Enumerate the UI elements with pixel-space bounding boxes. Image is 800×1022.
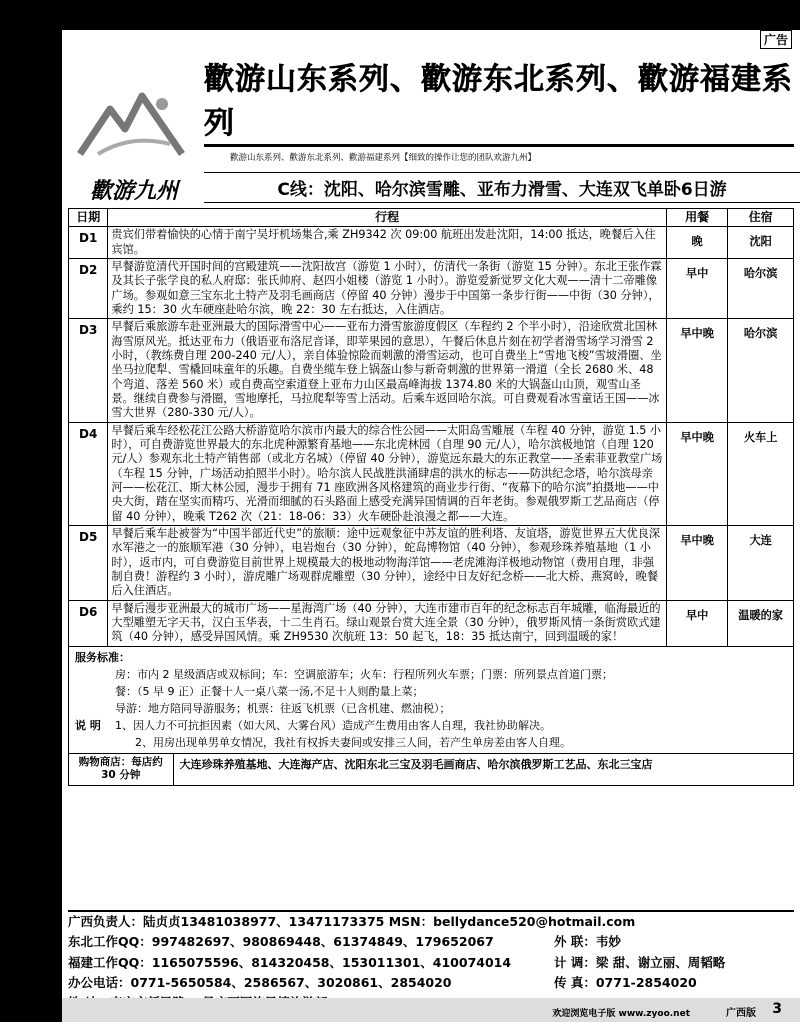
day-meals: 晚: [666, 227, 727, 259]
day-label: D5: [69, 525, 108, 600]
day-description: 早餐游览清代开国时间的宫殿建筑——沈阳故宫（游览 1 小时），仿清代一条街（游览 15 分钟）。东北王张作霖及其长子张学良的私人府邸：张氏帅府、赵四小姐楼（游览 1 小时）。游览爱新觉罗文化大观——清十二帝雕像广场。参观如意三宝东北土特产及羽毛画商店（停留 40 分钟）漫步于中国第一条步行街——中街（30 分钟），乘约 15：30 火车硬座赴哈尔滨，晚 22：30 左右抵达，入住酒店。: [108, 259, 667, 319]
day-lodging: 哈尔滨: [728, 319, 794, 422]
table-row: [69, 422, 794, 525]
day-lodging: 温暖的家: [728, 600, 794, 646]
note-line: 2、用房出现单男单女情况，我社有权拆夫妻间或安排三人间，若产生单房差由客人自理。: [135, 735, 571, 749]
day-description: 早餐后乘车赴被誉为“中国半部近代史”的旅顺：途中远观象征中苏友谊的胜利塔、友谊塔，游览世界五大优良深水军港之一的旅顺军港（30 分钟），电岩炮台（30 分钟），蛇岛博物馆（40 分钟），参观珍珠养殖基地（1 小时），返市内，可自费游览目前世界上规模最大的极地动物海洋馆——老虎滩海洋极地动物馆（费用自理，非强制自费！游程约 3 小时），游虎雕广场观群虎雕塑（30 分钟），途经中日友好纪念桥——北大桥、燕窝岭，晚餐后入住酒店。: [108, 525, 667, 600]
contact-right: 传 真：0771-2854020: [554, 974, 697, 990]
contact-row: [68, 912, 794, 932]
contact-right: 计 调：梁 甜、谢立丽、周韬略: [554, 954, 726, 970]
day-description: 早餐后乘车经松花江公路大桥游览哈尔滨市内最大的综合性公园——太阳岛雪雕展（车程 40 分钟，游览 1.5 小时），可自费游览世界最大的东北虎种源繁育基地——东北虎林园（自理 90 元/人），哈尔滨极地馆（自理 120 元/人）参观东北土特产销售部（或北方名城）（停留 40 分钟），游览远东最大的东正教堂——圣索菲亚教堂广场（车程 15 分钟，广场活动拍照半小时）。哈尔滨人民战胜洪涌肆虐的洪水的标志——防洪纪念塔，哈尔滨母亲河——松花江、斯大林公园，漫步于拥有 71 座欧洲各风格建筑的商业步行街、“夜幕下的哈尔滨”拍摄地——中央大街，踏在坚实而精巧、光滑而细腻的石头路面上感受充满异国情调的百年老街。参观俄罗斯工艺品商店（停留 40 分钟），晚乘 T262 次（21：18-06：33）火车硬卧赴浪漫之都——大连。: [108, 422, 667, 525]
header: [62, 48, 800, 203]
mountain-logo-icon: [70, 74, 198, 174]
day-meals: 早中: [666, 259, 727, 319]
table-row: [69, 600, 794, 646]
note-label: 说 明: [75, 718, 101, 732]
logo-text: 歡游九州: [89, 178, 178, 204]
day-description: 早餐后漫步亚洲最大的城市广场——星海湾广场（40 分钟），大连市建市百年的纪念标志百年城雕，临海最近的大型雕塑无字天书，汉白玉华表，十二生肖石。绿山观景台赏大连全景（30 分钟），俄罗斯风情一条街赏欧式建筑（40 分钟），感受异国风情。乘 ZH9530 次航班 13：50 起飞，18：35 抵达南宁，回到温暖的家！: [108, 600, 667, 646]
day-lodging: 火车上: [728, 422, 794, 525]
col-meals: 用餐: [666, 209, 727, 227]
day-description: 早餐后乘旅游车赴亚洲最大的国际滑雪中心——亚布力滑雪旅游度假区（车程约 2 个半小时），沿途欣赏北国林海雪原风光。抵达亚布力（俄语亚布洛尼音译，即苹果园的意思），午餐后休息片刻在初学者滑雪场学习滑雪 2 小时，（教练费自理 200-240 元/人），亲自体验惊险而刺激的滑雪运动，也可自费坐上“雪地飞梭”雪坡滑圈、坐坐马拉爬犁、雪橇回味童年的乐趣。自费坐缆车登上锅盔山参与新奇刺激的世界第一滑道（全长 2680 米、48 个弯道、落差 560 米）或自费高空索道登上亚布力山区最高峰海拔 1374.80 米的大锅盔山山顶，观雪山圣景。继续自费参与滑圈，雪地摩托，马拉爬犁等雪上活动。后乘车返回哈尔滨。可自费观看冰雪童话王国——冰雪大世界（280-330 元/人）。: [108, 319, 667, 422]
day-lodging: 沈阳: [728, 227, 794, 259]
contact-manager: 广西负责人：陆贞贞13481038977、13471173375 MSN：bellydance520@hotmail.com: [68, 914, 636, 929]
table-row: [69, 525, 794, 600]
itinerary-table: [68, 208, 794, 786]
contact-row: [68, 973, 794, 993]
footer-site: 欢迎浏览电子版 www.zyoo.net: [552, 1009, 690, 1019]
day-meals: 早中晚: [666, 525, 727, 600]
day-lodging: 大连: [728, 525, 794, 600]
col-date: 日期: [69, 209, 108, 227]
day-meals: 早中: [666, 600, 727, 646]
day-meals: 早中晚: [666, 319, 727, 422]
footer-brand: 广西版: [726, 1008, 756, 1019]
shop-list: 大连珍珠养殖基地、大连海产店、沈阳东北三宝及羽毛画商店、哈尔滨俄罗斯工艺品、东北三宝店: [179, 757, 653, 771]
contact-row: [68, 932, 794, 952]
table-row: [69, 319, 794, 422]
day-label: D1: [69, 227, 108, 259]
day-label: D2: [69, 259, 108, 319]
day-lodging: 哈尔滨: [728, 259, 794, 319]
service-row: [69, 646, 794, 753]
service-title: 服务标准：: [75, 650, 130, 664]
contact-left: 东北工作QQ：997482697、980869448、61374849、179652067: [68, 934, 494, 950]
service-line: 餐：（5 早 9 正）正餐十人一桌八菜一汤,不足十人则酌量上菜；: [115, 684, 424, 698]
note-line: 1、因人力不可抗拒因素（如大风、大雾台风）造成产生费用由客人自理，我社协助解决。: [115, 718, 551, 732]
table-row: [69, 227, 794, 259]
col-lodging: 住宿: [728, 209, 794, 227]
day-label: D3: [69, 319, 108, 422]
contact-left: 福建工作QQ：1165075596、814320458、153011301、410074014: [68, 954, 512, 970]
shop-label: 购物商店：每店约 30 分钟: [69, 754, 173, 785]
series-title: 歡游山东系列、歡游东北系列、歡游福建系列: [204, 62, 793, 141]
contact-left: 办公电话：0771-5650584、2586567、3020861、2854020: [68, 974, 452, 990]
contact-right: 外 联：韦妙: [554, 934, 621, 950]
header-rule: [204, 144, 794, 147]
day-label: D4: [69, 422, 108, 525]
table-header-row: [69, 209, 794, 227]
logo: [70, 74, 198, 204]
col-itinerary: 行程: [108, 209, 667, 227]
footer: [62, 998, 800, 1022]
route-title: C线：沈阳、哈尔滨雪雕、亚布力滑雪、大连双飞单卧6日游: [204, 172, 800, 203]
service-line: 导游：地方陪同导游服务；机票：往返飞机票（已含机建、燃油税）；: [115, 701, 451, 715]
page-number: 3: [772, 1001, 782, 1017]
table-row: [69, 259, 794, 319]
day-label: D6: [69, 600, 108, 646]
day-description: 贵宾们带着愉快的心情于南宁吴圩机场集合,乘 ZH9342 次 09:00 航班出发赴沈阳，14:00 抵达，晚餐后入住宾馆。: [108, 227, 667, 259]
ad-tag: 广告: [760, 30, 792, 49]
day-meals: 早中晚: [666, 422, 727, 525]
service-line: 房：市内 2 星级酒店或双标间；车：空调旅游车；火车：行程所列火车票；门票：所列景点首道门票；: [115, 667, 613, 681]
contact-row: [68, 953, 794, 973]
shop-row: [69, 753, 794, 785]
service-standards: [69, 646, 794, 753]
ad-page: [62, 30, 800, 1022]
series-subtitle: 歡游山东系列、歡游东北系列、歡游福建系列【细致的操作让您的团队欢游九州】: [230, 153, 537, 163]
